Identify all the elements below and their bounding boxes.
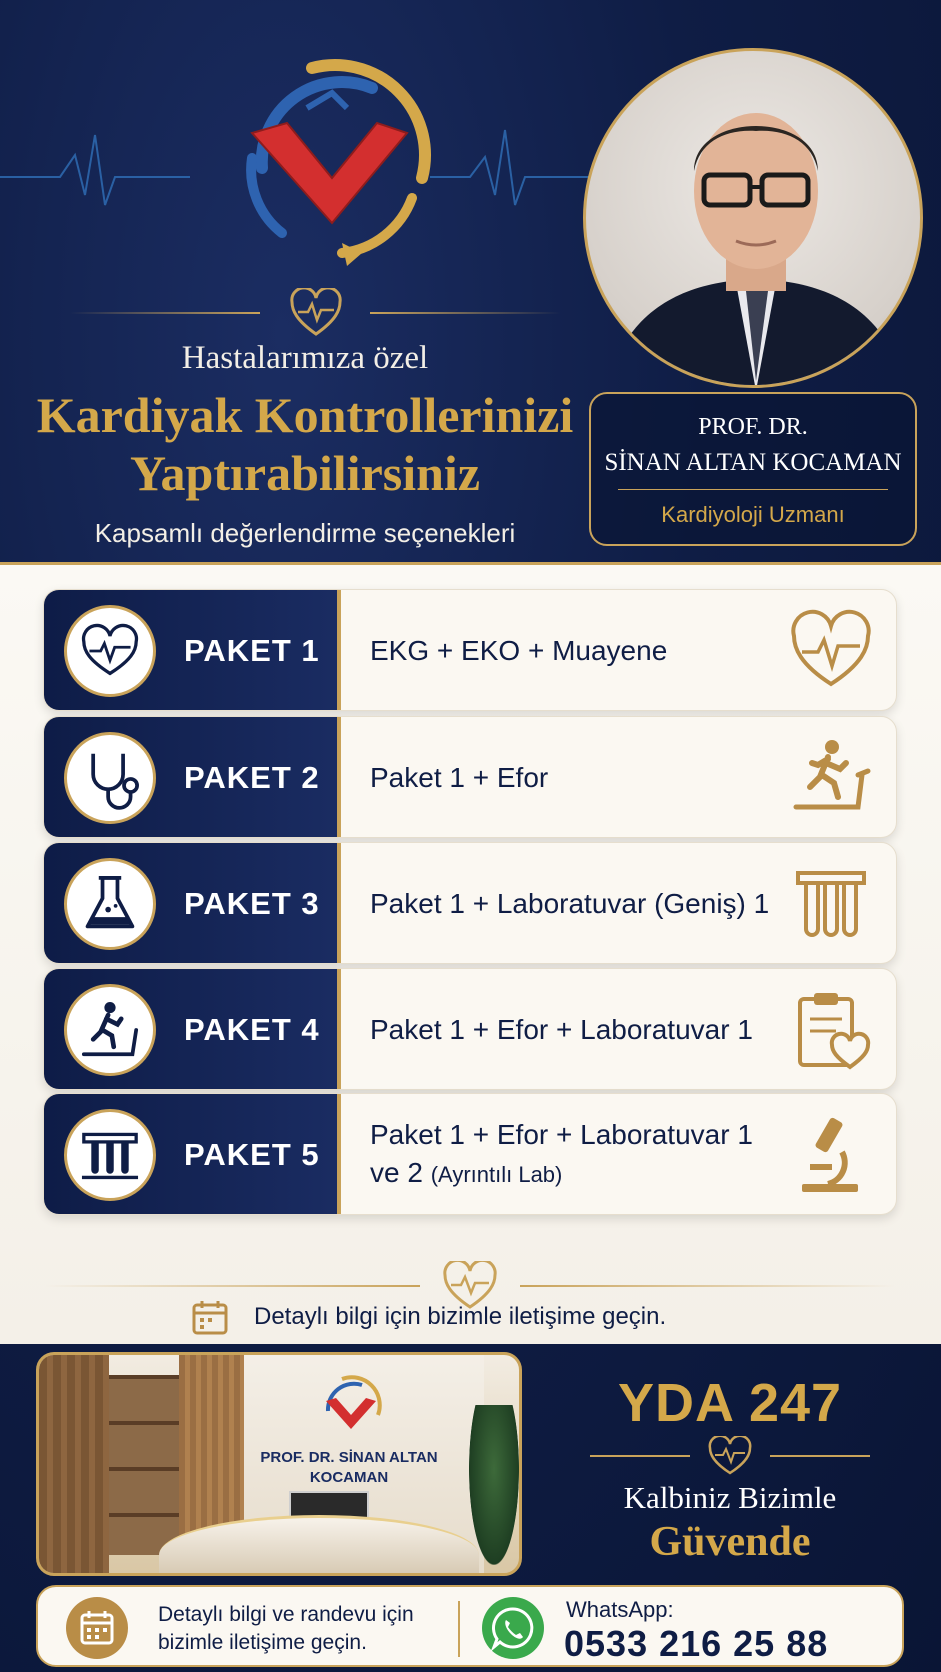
whatsapp-icon[interactable] xyxy=(482,1597,544,1659)
package-header xyxy=(44,1094,341,1214)
package-card-3[interactable] xyxy=(43,842,897,964)
heart-pulse-icon xyxy=(64,605,156,697)
package-description-text: Paket 1 + Efor + Laboratuvar 1 ve 2 xyxy=(370,1119,753,1188)
package-description xyxy=(370,590,790,711)
package-card-4[interactable] xyxy=(43,968,897,1090)
package-description xyxy=(370,1094,790,1215)
info-text: Detaylı bilgi için bizimle iletişime geçin. xyxy=(254,1303,667,1330)
intro-text: Hastalarımıza özel xyxy=(181,340,429,376)
package-description-text: Paket 1 + Efor + Laboratuvar 1 xyxy=(370,1014,753,1045)
package-card-1[interactable] xyxy=(43,589,897,711)
motto-line2: Güvende xyxy=(649,1519,811,1565)
brand-divider xyxy=(590,1436,870,1476)
doctor-title: PROF. DR. xyxy=(698,414,808,440)
microscope-icon xyxy=(788,1112,874,1198)
footer-divider xyxy=(458,1601,460,1657)
packages-panel xyxy=(0,562,941,1344)
package-label: PAKET 3 xyxy=(184,886,320,921)
doctor-portrait-image xyxy=(586,51,923,388)
package-label: PAKET 4 xyxy=(184,1012,320,1047)
package-card-5[interactable] xyxy=(43,1093,897,1215)
heart-pulse-icon xyxy=(708,1436,752,1476)
package-header xyxy=(44,717,341,837)
doctor-card-divider xyxy=(618,489,888,490)
page-title xyxy=(30,386,580,502)
package-label: PAKET 2 xyxy=(184,760,320,795)
doctor-info-card xyxy=(589,392,917,546)
contact-text xyxy=(158,1601,458,1657)
brand-code: YDA 247 xyxy=(617,1373,843,1433)
clinic-sign-line2: KOCAMAN xyxy=(309,1469,389,1486)
whatsapp-label: WhatsApp: xyxy=(566,1597,674,1622)
calendar-icon xyxy=(66,1597,128,1659)
package-description xyxy=(370,843,790,964)
package-description xyxy=(370,717,790,838)
contact-footer xyxy=(36,1585,904,1667)
package-label: PAKET 5 xyxy=(184,1137,320,1172)
contact-text-line1: Detaylı bilgi ve randevu için xyxy=(158,1603,414,1626)
clipboard-heart-icon xyxy=(788,987,874,1073)
doctor-specialty: Kardiyoloji Uzmanı xyxy=(661,502,845,527)
package-header xyxy=(44,969,341,1089)
clinic-reception-image xyxy=(36,1352,522,1576)
package-card-2[interactable] xyxy=(43,716,897,838)
header-divider xyxy=(70,288,560,338)
treadmill-icon xyxy=(788,735,874,821)
package-header xyxy=(44,590,341,710)
page-title-line2: Yaptırabilirsiniz xyxy=(129,445,481,501)
package-description-note: (Ayrıntılı Lab) xyxy=(430,1162,563,1187)
package-description-text: Paket 1 + Efor xyxy=(370,762,549,793)
test-tubes-icon xyxy=(788,861,874,947)
stethoscope-icon xyxy=(64,732,156,824)
info-row xyxy=(190,1295,666,1339)
motto-line1: Kalbiniz Bizimle xyxy=(623,1480,837,1515)
cardiology-logo xyxy=(316,1373,386,1443)
package-description xyxy=(370,969,790,1090)
doctor-name: SİNAN ALTAN KOCAMAN xyxy=(604,449,902,476)
cardiology-logo xyxy=(222,48,447,273)
flask-icon xyxy=(64,858,156,950)
clinic-sign-line1: PROF. DR. SİNAN ALTAN xyxy=(260,1449,438,1466)
heart-pulse-icon xyxy=(788,608,874,694)
package-description-text: Paket 1 + Laboratuvar (Geniş) 1 xyxy=(370,888,770,919)
package-label: PAKET 1 xyxy=(184,633,320,668)
treadmill-icon xyxy=(64,984,156,1076)
doctor-photo xyxy=(583,48,923,388)
clinic-sign xyxy=(219,1448,479,1488)
page-subtitle: Kapsamlı değerlendirme seçenekleri xyxy=(94,518,516,548)
phone-number[interactable]: 0533 216 25 88 xyxy=(564,1623,829,1664)
test-tubes-icon xyxy=(64,1109,156,1201)
calendar-icon xyxy=(190,1297,230,1337)
contact-text-line2: bizimle iletişime geçin. xyxy=(158,1631,367,1654)
package-header xyxy=(44,843,341,963)
package-description-text: EKG + EKO + Muayene xyxy=(370,635,668,666)
heart-pulse-icon xyxy=(290,288,342,338)
page-title-line1: Kardiyak Kontrollerinizi xyxy=(36,387,574,443)
